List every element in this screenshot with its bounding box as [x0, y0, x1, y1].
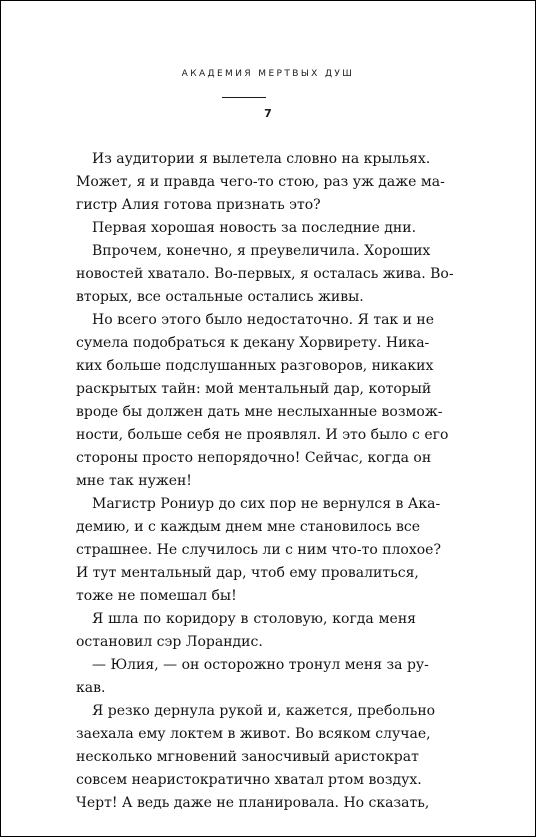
text-line: Впрочем, конечно, я преувеличила. Хороших	[92, 243, 431, 259]
text-line: гистр Алия готова признать это?	[76, 197, 321, 213]
text-line: вторых, все остальные остались живы.	[76, 289, 364, 305]
running-title: АКАДЕМИЯ МЕРТВЫХ ДУШ	[181, 69, 355, 79]
text-line: несколько мгновений заносчивый аристократ	[76, 749, 419, 765]
text-line: Первая хорошая новость за последние дни.	[92, 220, 417, 236]
text-line: остановил сэр Лорандис.	[76, 634, 263, 650]
text-line: демию, и с каждым днем мне становилось все	[76, 519, 421, 535]
text-line: Может, я и правда чего-то стою, раз уж даже ма-	[76, 174, 445, 190]
page-number: 7	[264, 107, 272, 120]
text-line: сумела подобраться к декану Хорвирету. Ника-	[76, 335, 430, 351]
text-line: тоже не помешал бы!	[76, 588, 237, 604]
text-line: Магистр Рониур до сих пор не вернулся в Ака-	[92, 496, 441, 512]
text-line: — Юлия, — он осторожно тронул меня за ру-	[92, 657, 429, 673]
text-line: страшнее. Не случилось ли с ним что-то плохое?	[76, 542, 441, 558]
text-line: ности, больше себя не проявлял. И это было с его	[76, 427, 449, 443]
text-line: Но всего этого было недостаточно. Я так и не	[92, 312, 435, 328]
text-line: совсем неаристократично хватал ртом воздух.	[76, 772, 422, 788]
text-line: мне так нужен!	[76, 473, 192, 489]
text-line: кав.	[76, 680, 106, 696]
text-line: новостей хватало. Во-первых, я осталась жива. Во-	[76, 266, 454, 282]
header-rule	[222, 97, 266, 98]
text-line: раскрытых тайн: мой ментальный дар, который	[76, 381, 432, 397]
text-line: Из аудитории я вылетела словно на крыльях.	[92, 151, 431, 167]
text-line: заехала ему локтем в живот. Во всяком случае,	[76, 726, 431, 742]
text-line: вроде бы должен дать мне неслыханные возмож-	[76, 404, 443, 420]
text-line: Черт! А ведь даже не планировала. Но сказать,	[76, 795, 430, 811]
text-line: Я резко дернула рукой и, кажется, пребольно	[92, 703, 436, 719]
text-line: Я шла по коридору в столовую, когда меня	[92, 611, 416, 627]
text-line: ких больше подслушанных разговоров, никаких	[76, 358, 434, 374]
text-line: стороны просто непорядочно! Сейчас, когда он	[76, 450, 432, 466]
text-line: И тут ментальный дар, чтоб ему провалиться,	[76, 565, 419, 581]
